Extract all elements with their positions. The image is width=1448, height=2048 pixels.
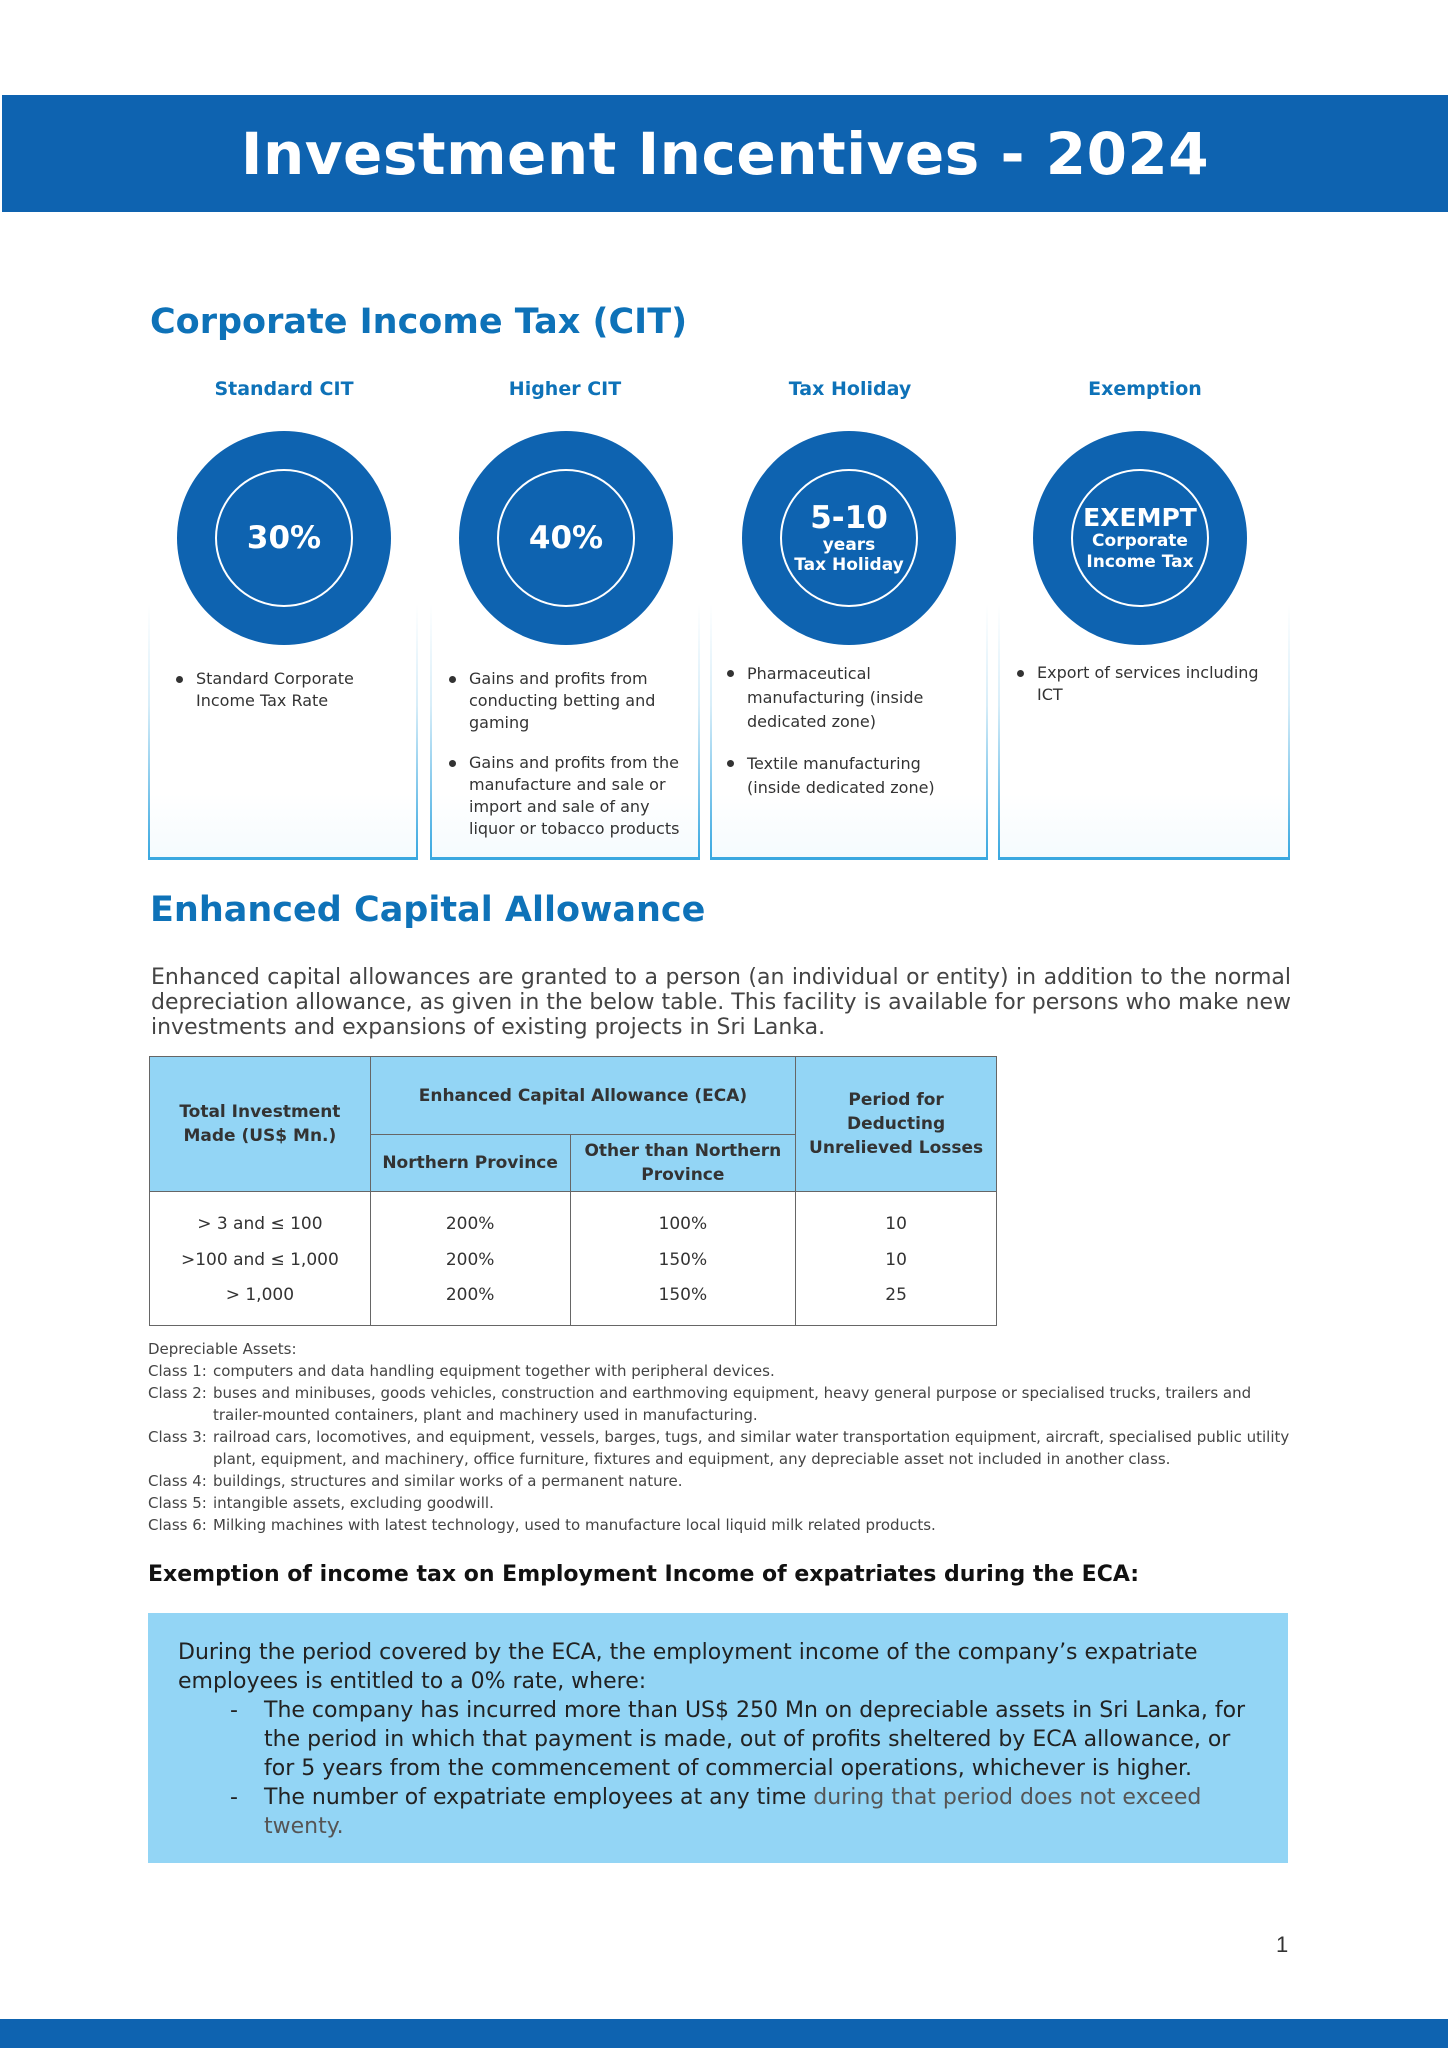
cell-total: > 3 and ≤ 100 <box>150 1192 371 1242</box>
asset-class-label: Class 2: <box>148 1384 207 1402</box>
header-northern-province: Northern Province <box>370 1135 570 1192</box>
cit-column-label: Tax Holiday <box>788 378 912 400</box>
rate-circle <box>459 431 673 645</box>
rate-circle-inner <box>780 469 918 607</box>
cell-period: 25 <box>796 1278 997 1326</box>
eca-section-title: Enhanced Capital Allowance <box>150 890 706 930</box>
condition-text: The company has incurred more than US$ 250 Mn on depreciable assets in Sri Lanka, for the period in which that payment is made, out of profits sheltered by ECA allowance, or for 5 years from the commencement of commercial operations, whichever is higher. <box>264 1698 1246 1781</box>
condition-text-part: The number of expatriate employees at any time <box>264 1785 814 1810</box>
asset-class-text: intangible assets, excluding goodwill. <box>213 1494 494 1512</box>
dash-marker: - <box>230 1785 238 1810</box>
assets-title: Depreciable Assets: <box>148 1340 297 1358</box>
header-eca: Enhanced Capital Allowance (ECA) <box>370 1057 795 1135</box>
asset-class-text: computers and data handling equipment together with peripheral devices. <box>213 1362 775 1380</box>
asset-class-text: Milking machines with latest technology, used to manufacture local liquid milk related products. <box>213 1516 936 1534</box>
rate-circle-inner <box>1071 469 1209 607</box>
rate-subtext: Tax Holiday <box>794 555 904 576</box>
page-title: Investment Incentives - 2024 <box>240 119 1210 188</box>
asset-class-label: Class 3: <box>148 1428 207 1446</box>
rate-value: 5-10 <box>810 499 888 536</box>
asset-class-label: Class 5: <box>148 1494 207 1512</box>
cit-bullet-list <box>176 668 408 730</box>
table-row <box>150 1278 997 1326</box>
cell-northern: 200% <box>370 1242 570 1278</box>
list-item <box>230 1696 1258 1783</box>
list-item: Standard Corporate Income Tax Rate <box>176 668 408 712</box>
rate-circle-inner <box>215 469 353 607</box>
list-item: Gains and profits from conducting betting and gaming <box>449 668 685 734</box>
depreciable-assets-list <box>148 1338 1298 1536</box>
header-total-investment: Total Investment Made (US$ Mn.) <box>150 1057 371 1192</box>
list-item <box>148 1360 1298 1382</box>
list-item <box>148 1382 1298 1426</box>
expat-exemption-box <box>148 1613 1288 1863</box>
cell-northern: 200% <box>370 1278 570 1326</box>
title-banner <box>2 95 1448 212</box>
asset-class-label: Class 4: <box>148 1472 207 1490</box>
cell-other: 150% <box>570 1242 796 1278</box>
expat-exemption-heading: Exemption of income tax on Employment Income of expatriates during the ECA: <box>148 1562 1140 1587</box>
cit-section-title: Corporate Income Tax (CIT) <box>150 302 688 342</box>
cell-other: 150% <box>570 1278 796 1326</box>
list-item: Pharmaceutical manufacturing (inside dedicated zone) <box>727 662 977 734</box>
list-item <box>148 1470 1298 1492</box>
cell-period: 10 <box>796 1242 997 1278</box>
rate-subtext: Corporate <box>1092 531 1188 552</box>
cit-bullet-list <box>727 662 977 818</box>
list-item <box>148 1492 1298 1514</box>
asset-class-label: Class 1: <box>148 1362 207 1380</box>
asset-class-label: Class 6: <box>148 1516 207 1534</box>
rate-circle <box>742 431 956 645</box>
page-number: 1 <box>1276 1932 1289 1957</box>
condition-text-part: during that period does not exceed twenty. <box>264 1785 1202 1839</box>
rate-value: 30% <box>246 519 322 556</box>
rate-value: EXEMPT <box>1083 502 1197 532</box>
eca-table <box>149 1056 997 1326</box>
cell-period: 10 <box>796 1192 997 1242</box>
list-item <box>148 1514 1298 1536</box>
list-item: Export of services including ICT <box>1017 662 1287 706</box>
condition-text <box>264 1783 1258 1841</box>
footer-bar <box>0 2019 1448 2048</box>
header-other-province: Other than Northern Province <box>570 1135 796 1192</box>
cell-northern: 200% <box>370 1192 570 1242</box>
list-item: Textile manufacturing (inside dedicated zone) <box>727 752 977 800</box>
list-item <box>148 1426 1298 1470</box>
cell-total: >100 and ≤ 1,000 <box>150 1242 371 1278</box>
list-item: Gains and profits from the manufacture and sale or import and sale of any liquor or tobacco products <box>449 752 685 840</box>
table-row <box>150 1242 997 1278</box>
cit-column-label: Higher CIT <box>508 378 622 400</box>
rate-value: 40% <box>528 519 604 556</box>
rate-circle <box>177 431 391 645</box>
rate-circle <box>1033 431 1247 645</box>
cell-total: > 1,000 <box>150 1278 371 1326</box>
cit-bullet-list <box>449 668 685 858</box>
table-row <box>150 1192 997 1242</box>
rate-subtext: Income Tax <box>1086 551 1194 572</box>
dash-marker: - <box>230 1698 238 1723</box>
expat-intro: During the period covered by the ECA, the employment income of the company’s expatriate employees is entitled to a 0% rate, where: <box>178 1640 1198 1694</box>
cit-column-label: Exemption <box>1088 378 1202 400</box>
asset-class-text: buses and minibuses, goods vehicles, construction and earthmoving equipment, heavy general purpose or specialised trucks, trailers and trailer-mounted containers, plant and machinery used in manufacturing. <box>213 1384 1252 1424</box>
eca-intro-paragraph: Enhanced capital allowances are granted to a person (an individual or entity) in addition to the normal depreciation allowance, as given in the below table. This facility is available for persons who make new investments and expansions of existing projects in Sri Lanka. <box>151 965 1291 1040</box>
rate-circle-inner <box>497 469 635 607</box>
asset-class-text: buildings, structures and similar works of a permanent nature. <box>213 1472 683 1490</box>
cit-column-label: Standard CIT <box>214 378 354 400</box>
cit-bullet-list <box>1017 662 1287 724</box>
rate-subtext: years <box>822 534 876 555</box>
list-item <box>230 1783 1258 1841</box>
header-period: Period for Deducting Unrelieved Losses <box>796 1057 997 1192</box>
asset-class-text: railroad cars, locomotives, and equipment, vessels, barges, tugs, and similar water transportation equipment, aircraft, specialised public utility plant, equipment, and machinery, office furniture, fixtures and equipment, any depreciable asset not included in another class. <box>213 1428 1290 1468</box>
cell-other: 100% <box>570 1192 796 1242</box>
